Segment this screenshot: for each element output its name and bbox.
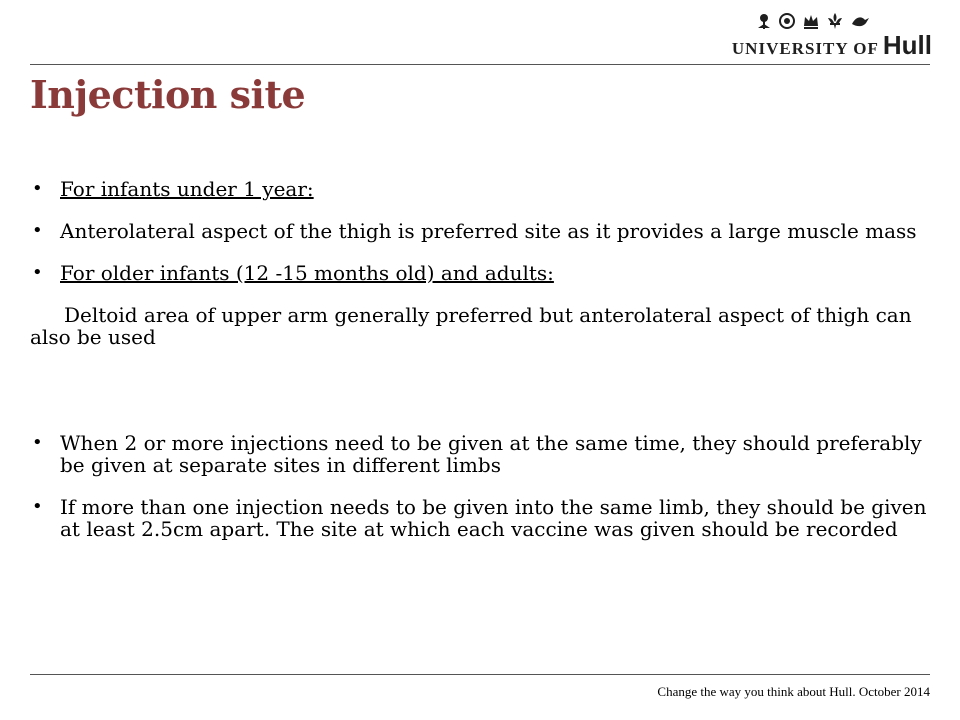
bullet-item (30, 178, 930, 200)
footer-divider (30, 674, 930, 675)
university-logo (731, 14, 932, 60)
bullet-text: If more than one injection needs to be given into the same limb, they should be given at least 2.5cm apart. The site at which each vaccine was given should be recorded (60, 495, 927, 541)
bullet-item (30, 496, 930, 540)
footer-text: Change the way you think about Hull. October 2014 (657, 684, 930, 699)
bullet-item (30, 432, 930, 476)
bullet-text: When 2 or more injections need to be given at the same time, they should preferably be given at separate sites in different limbs (60, 431, 922, 477)
slide-body (30, 178, 930, 540)
logo-university-text: UNIVERSITY OF (731, 39, 879, 58)
bullet-text: For older infants (12 -15 months old) and adults: (60, 261, 554, 285)
slide-title: Injection site (30, 72, 306, 117)
paragraph-text: Deltoid area of upper arm generally preferred but anterolateral aspect of thigh can also be used (30, 303, 912, 349)
bullet-text: Anterolateral aspect of the thigh is preferred site as it provides a large muscle mass (60, 219, 917, 243)
bullet-text: For infants under 1 year: (60, 177, 314, 201)
logo-hull-text: Hull (882, 30, 932, 60)
bullet-item (30, 220, 930, 242)
bullet-item (30, 262, 930, 284)
logo-wordmark (732, 30, 932, 61)
header-divider (30, 64, 930, 65)
